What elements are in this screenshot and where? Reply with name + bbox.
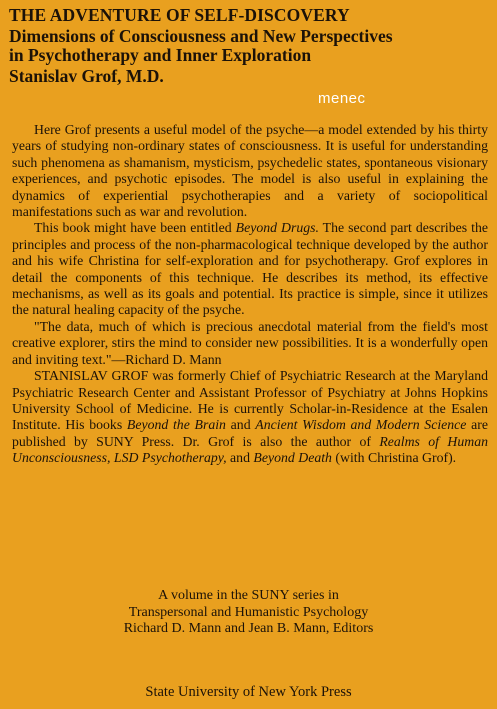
author-bio [12, 368, 488, 466]
bio-text-b: are published by SUNY Press. Dr. Grof is also the author of [12, 417, 488, 449]
series-line-2: Transpersonal and Humanistic Psychology [128, 604, 369, 620]
review-quote: "The data, much of which is precious anecdotal material from the field's most creative explorer, stirs the mind to consider new possibilities. It is a wonderfully open and inviting text."—Richard D. Mann [12, 318, 488, 367]
series-info [0, 588, 497, 638]
subtitle-line-2: in Psychotherapy and Inner Exploration [9, 45, 312, 65]
book-title: THE ADVENTURE OF SELF-DISCOVERY [9, 5, 350, 25]
watermark: menec [318, 90, 366, 107]
header [9, 6, 489, 86]
book-subtitle [9, 27, 489, 65]
p2-text-b: The second part describes the principles and process of the non-pharmacological technique developed by the author and his wife Christina for self-exploration and for psychotherapy. Grof explores in detail the components of this technique. He describes its method, its effective mechanisms, as well as its goals and potential. Its practice is simple, since it utilizes the natural healing capacity of the psyche. [12, 220, 488, 318]
description-paragraph-2 [12, 220, 488, 318]
bio-book-4: Beyond Death [253, 450, 332, 466]
description-paragraph-1: Here Grof presents a useful model of the psyche—a model extended by his thirty years of studying non-ordinary states of consciousness. It is useful for understanding such phenomena as shamanism, mysticism, psychedelic states, spontaneous visionary experiences, and psychotic episodes. The model is also useful in explaining the dynamics of experiential psychotherapies and a variety of sociopolitical manifestations such as war and revolution. [12, 122, 488, 220]
bio-book-2: Ancient Wisdom and Modern Science [255, 417, 467, 433]
bio-book-3: Realms of Human Unconsciousness, LSD Psychotherapy, [12, 433, 488, 466]
description [12, 122, 488, 467]
series-line-3: Richard D. Mann and Jean B. Mann, Editors [123, 621, 374, 636]
book-author: Stanislav Grof, M.D. [9, 66, 164, 86]
subtitle-line-1: Dimensions of Consciousness and New Perspectives [9, 26, 393, 46]
series-line-1: A volume in the SUNY series in [158, 588, 339, 603]
bio-and-2: and [226, 450, 254, 466]
bio-text-c: (with Christina Grof). [331, 450, 457, 466]
alt-title: Beyond Drugs. [235, 220, 319, 236]
bio-and-1: and [225, 417, 256, 433]
bio-book-1: Beyond the Brain [126, 417, 226, 433]
bio-text-a: STANISLAV GROF was formerly Chief of Psychiatric Research at the Maryland Psychiatric Research Center and Assistant Professor of Psychiatry at Johns Hopkins University School of Medicine. He is currently Scholar-in-Residence at the Esalen Institute. His books [12, 368, 488, 433]
p2-text-a: This book might have been entitled [34, 220, 236, 236]
publisher: State University of New York Press [145, 684, 352, 700]
